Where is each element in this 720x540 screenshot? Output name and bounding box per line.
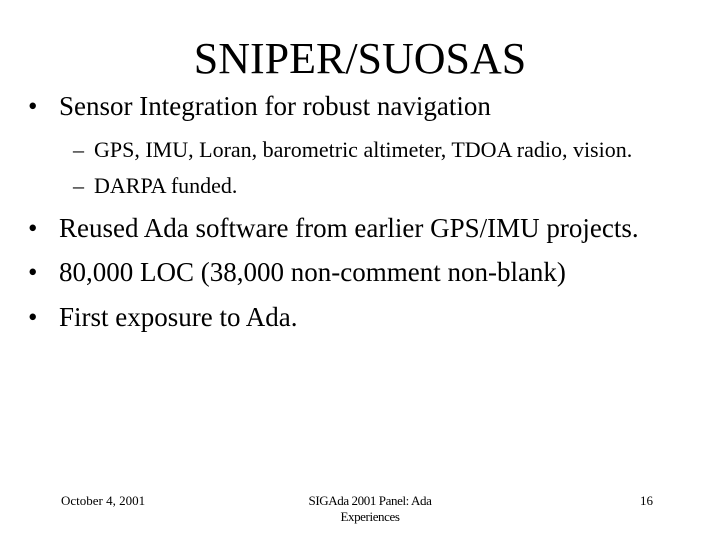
slide-title: SNIPER/SUOSAS — [193, 34, 527, 83]
bullet-marker: • — [28, 302, 38, 332]
bullet-text: First exposure to Ada. — [59, 302, 298, 332]
sub-bullet-marker: – — [73, 173, 84, 198]
footer-event-line: SIGAda 2001 Panel: Ada — [308, 493, 432, 508]
sub-bullet-item — [73, 173, 237, 199]
bullet-item — [28, 90, 491, 122]
bullet-text: 80,000 LOC (38,000 non-comment non-blank) — [59, 257, 566, 287]
bullet-item — [28, 256, 566, 288]
bullet-item — [28, 301, 297, 333]
sub-bullet-text: GPS, IMU, Loran, barometric altimeter, TDOA radio, vision. — [94, 137, 633, 162]
page-number: 16 — [640, 493, 653, 508]
footer-event-line: Experiences — [340, 509, 400, 524]
bullet-marker: • — [28, 91, 38, 121]
bullet-text: Reused Ada software from earlier GPS/IMU projects. — [59, 213, 639, 243]
footer-date: October 4, 2001 — [61, 493, 146, 508]
bullet-item — [28, 212, 639, 244]
bullet-marker: • — [28, 213, 38, 243]
bullet-text: Sensor Integration for robust navigation — [59, 91, 491, 121]
sub-bullet-marker: – — [73, 137, 84, 162]
sub-bullet-text: DARPA funded. — [94, 173, 238, 198]
bullet-marker: • — [28, 257, 38, 287]
sub-bullet-item — [73, 137, 632, 163]
footer-event — [290, 493, 450, 525]
